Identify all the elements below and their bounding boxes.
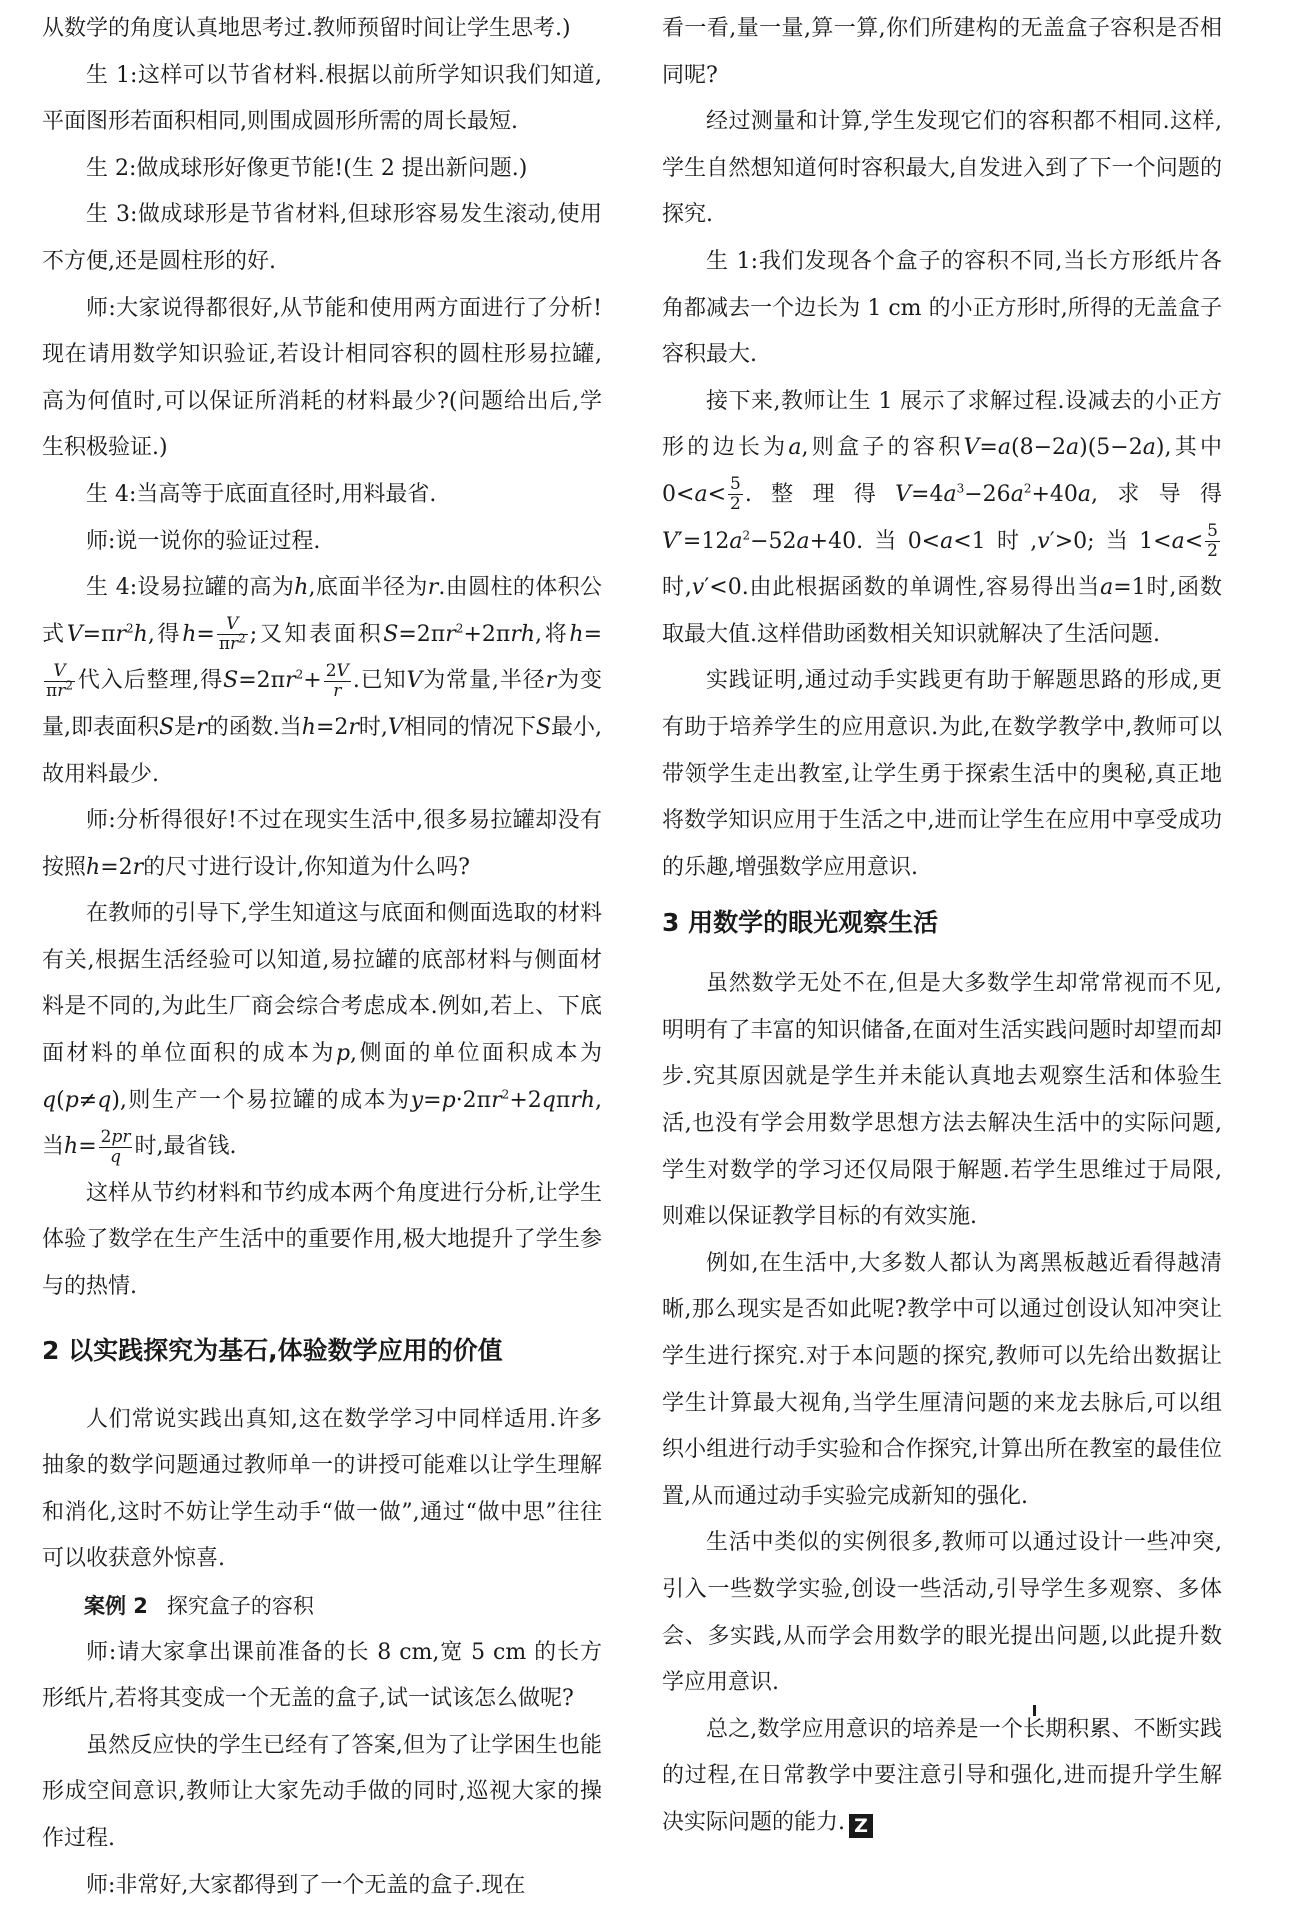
- formula: a=1: [1100, 575, 1146, 601]
- paragraph-cylinder-derivation: 生 4:设易拉罐的高为h,底面半径为r.由圆柱的体积公式$V=\pi r^2h$,得h= $\frac{V}{\pi r^2}$ ;又知表面积$S=2\pi r^2+2\pi rh$,将h= $\frac{V}{\pi r^2}$ 代入后整理,得$S=2\pi r^2+$ $\frac{2V}{r}$ .已知V为常量,半径r为变量,即表面积S是r的函数.当h=2r时,V相同的情况下S最小,故用料最少.: [42, 575, 603, 787]
- paragraph: 虽然数学无处不在,但是大多数学生却常常视而不见,明明有了丰富的知识储备,在面对生活实践问题时却望而却步.究其原因就是学生并未能认真地去观察生活和体验生活,也没有学会用数学思想方法去解决生活中的实际问题,学生对数学的学习还仅局限于解题.若学生思维过于局限,则难以保证教学目标的有效实施.: [662, 971, 1222, 1230]
- paragraph: 虽然反应快的学生已经有了答案,但为了让学困生也能形成空间意识,教师让大家先动手做的同时,巡视大家的操作过程.: [42, 1732, 602, 1851]
- case-label: 案例 2: [84, 1594, 148, 1618]
- formula: 0<a<1: [907, 528, 986, 554]
- paragraph: 师:分析得很好!不过在现实生活中,很多易拉罐却没有按照h=2r的尺寸进行设计,你知道为什么吗?: [42, 808, 602, 880]
- paragraph: 生 1:我们发现各个盒子的容积不同,当长方形纸片各角都减去一个边长为 1 cm 的小正方形时,所得的无盖盒子容积最大.: [662, 248, 1222, 368]
- formula: h=2r: [86, 854, 144, 880]
- section-heading-3: 3 用数学的眼光观察生活: [662, 908, 939, 938]
- formula: V=a(8−2a)(5−2a): [963, 435, 1165, 461]
- paragraph: 生 4:当高等于底面直径时,用料最省.: [86, 481, 437, 507]
- paragraph: 经过测量和计算,学生发现它们的容积都不相同.这样,学生自然想知道何时容积最大,自发进入到了下一个问题的探究.: [662, 109, 1222, 228]
- paragraph: 师:大家说得都很好,从节能和使用两方面进行了分析!现在请用数学知识验证,若设计相同容积的圆柱形易拉罐,高为何值时,可以保证所消耗的材料最少?(问题给出后,学生积极验证.): [42, 295, 602, 461]
- formula: $V'=12a^2-52a+40$: [662, 528, 857, 554]
- case-heading: [42, 1583, 602, 1630]
- formula: h= $\frac{V}{\pi r^2}$: [46, 621, 602, 701]
- paragraph: 师:非常好,大家都得到了一个无盖的盒子.现在: [86, 1872, 526, 1898]
- formula: v′<0: [691, 575, 742, 601]
- formula: $V=4a^3-26a^2+40a$: [895, 481, 1092, 507]
- paragraph-cost-analysis: 在教师的引导下,学生知道这与底面和侧面选取的材料有关,根据生活经验可以知道,易拉罐的底部材料与侧面材料是不同的,为此生厂商会综合考虑成本.例如,若上、下底面材料的单位面积的成本为p,侧面的单位面积成本为q(p≠q),则生产一个易拉罐的成本为$y=p\cdot 2\pi r^2+2q\pi rh$,当h= $\frac{2pr}{q}$ 时,最省钱.: [42, 901, 602, 1167]
- case-title: 探究盒子的容积: [166, 1594, 314, 1618]
- formula: h=2r: [301, 714, 359, 740]
- end-mark-icon: Z: [849, 1814, 873, 1838]
- page-edge-mark: [1033, 1705, 1036, 1716]
- paragraph: 生活中类似的实例很多,教师可以通过设计一些冲突,引入一些数学实验,创设一些活动,引导学生多观察、多体会、多实践,从而学会用数学的眼光提出问题,以此提升数学应用意识.: [662, 1530, 1222, 1696]
- paragraph: 师:请大家拿出课前准备的长 8 cm,宽 5 cm 的长方形纸片,若将其变成一个无盖的盒子,试一试该怎么做呢?: [42, 1639, 602, 1712]
- paragraph: 这样从节约材料和节约成本两个角度进行分析,让学生体验了数学在生产生活中的重要作用,极大地提升了学生参与的热情.: [42, 1180, 602, 1300]
- formula: $V=\pi r^2h$: [66, 621, 148, 647]
- paragraph-box-solution: 接下来,教师让生 1 展示了求解过程.设减去的小正方形的边长为a,则盒子的容积V=a(8−2a)(5−2a),其中0<a< $\frac{5}{2}$ .整理得$V=4a^3-26a^2+40a$,求导得$V'=12a^2-52a+40$.当0<a<1时,v′>0;当1<a< $\frac{5}{2}$ 时,v′<0.由此根据函数的单调性,容易得出当a=1时,函数取最大值.这样借助函数相关知识就解决了生活问题.: [662, 388, 1223, 647]
- paragraph: 人们常说实践出真知,这在数学学习中同样适用.许多抽象的数学问题通过教师单一的讲授可能难以让学生理解和消化,这时不妨让学生动手“做一做”,通过“做中思”往往可以收获意外惊喜.: [42, 1406, 602, 1572]
- formula: 1<a< $\frac{5}{2}$: [1139, 521, 1218, 562]
- paragraph: 师:说一说你的验证过程.: [86, 528, 321, 554]
- formula: h= $\frac{2pr}{q}$: [64, 1126, 131, 1167]
- formula: v′>0: [1037, 528, 1088, 554]
- paragraph: 实践证明,通过动手实践更有助于解题思路的形成,更有助于培养学生的应用意识.为此,在数学教学中,教师可以带领学生走出教室,让学生勇于探索生活中的奥秘,真正地将数学知识应用于生活之中,进而让学生在应用中享受成功的乐趣,增强数学应用意识.: [662, 668, 1222, 880]
- paragraph: 生 1:这样可以节省材料.根据以前所学知识我们知道,平面图形若面积相同,则围成圆形所需的周长最短.: [42, 62, 602, 135]
- paragraph-conclusion: 总之,数学应用意识的培养是一个长期积累、不断实践的过程,在日常教学中要注意引导和强化,进而提升学生解决实际问题的能力. Z: [662, 1716, 1222, 1837]
- paragraph: 例如,在生活中,大多数人都认为离黑板越近看得越清晰,那么现实是否如此呢?教学中可以通过创设认知冲突让学生进行探究.对于本问题的探究,教师可以先给出数据让学生计算最大视角,当学生厘清问题的来龙去脉后,可以组织小组进行动手实验和合作探究,计算出所在教室的最佳位置,从而通过动手实验完成新知的强化.: [662, 1250, 1222, 1509]
- formula: $S=2\pi r^2+2\pi rh$: [383, 621, 536, 647]
- paragraph: 看一看,量一量,算一算,你们所建构的无盖盒子容积是否相同呢?: [662, 16, 1222, 88]
- paragraph: 从数学的角度认真地思考过.教师预留时间让学生思考.): [42, 16, 571, 41]
- formula: 0<a< $\frac{5}{2}$: [662, 474, 741, 515]
- section-heading-2: 2 以实践探究为基石,体验数学应用的价值: [42, 1335, 503, 1365]
- formula: $y=p\cdot 2\pi r^2+2q\pi rh$: [410, 1087, 595, 1113]
- paragraph: 生 2:做成球形好像更节能!(生 2 提出新问题.): [86, 155, 528, 181]
- paragraph: 生 3:做成球形是节省材料,但球形容易发生滚动,使用不方便,还是圆柱形的好.: [42, 202, 602, 274]
- formula: h= $\frac{V}{\pi r^2}$: [182, 614, 246, 655]
- formula: q(p≠q): [42, 1087, 120, 1113]
- right-column: [662, 6, 1222, 1847]
- formula: $S=2\pi r^2+$ $\frac{2V}{r}$: [223, 660, 349, 701]
- left-column: [42, 6, 602, 1909]
